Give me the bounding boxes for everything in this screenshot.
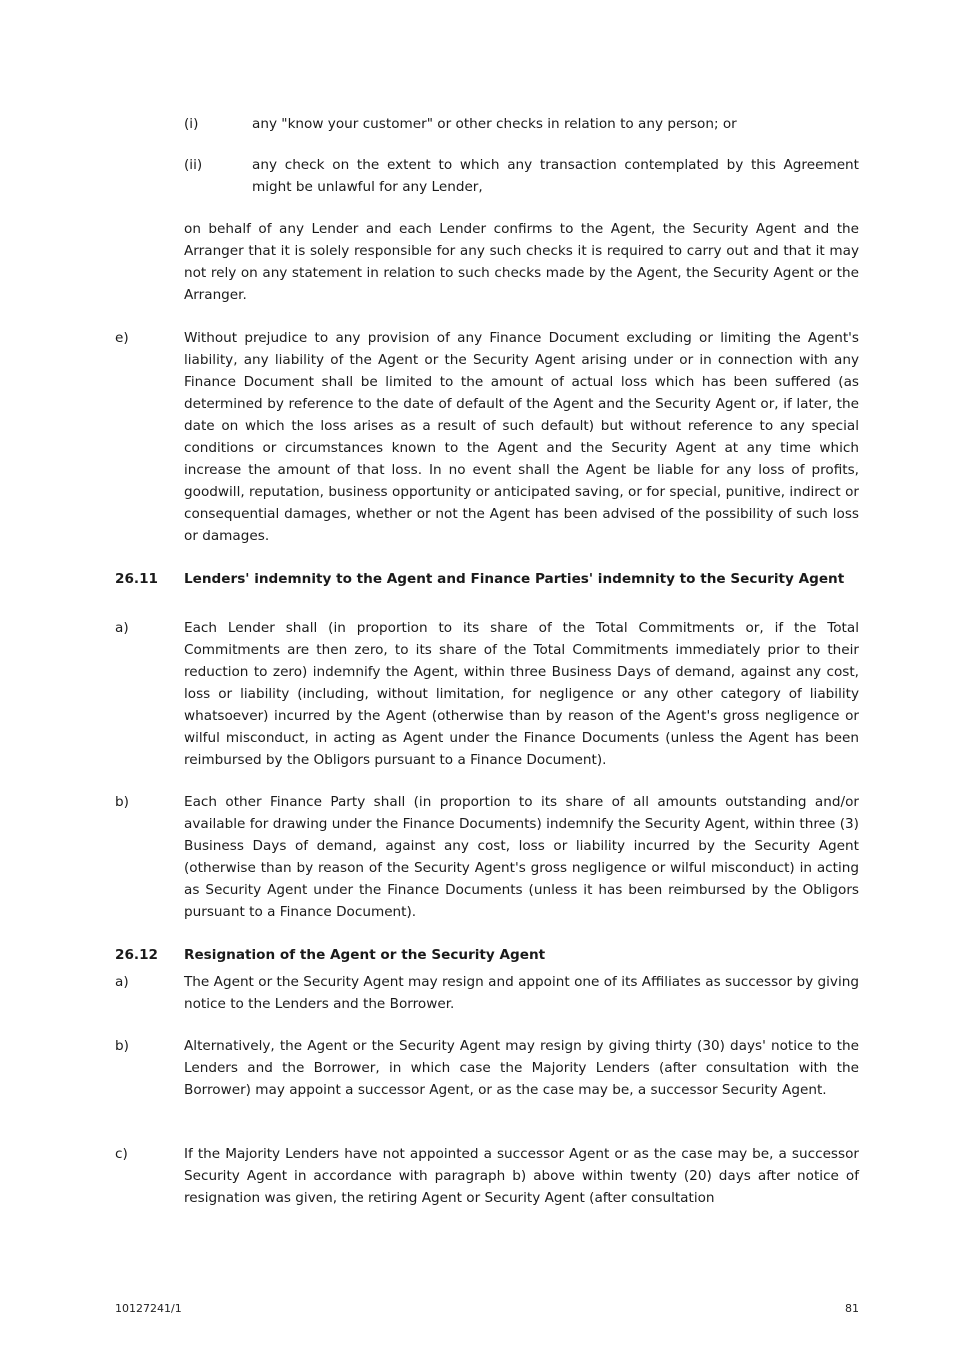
item-text: Each other Finance Party shall (in proportion to its share of all amounts outstanding and/or available for drawing under the Finance Documents) indemnify the Security Agent, within three (3) Business Days of demand, against any cost, loss or liability incurred by the Security Agent (otherwise than by reason of the Security Agent's gross negligence or wilful misconduct) in acting as Security Agent under the Finance Documents (unless it has been reimbursed by the Obligors pursuant to a Finance Document). [184, 794, 859, 920]
clause-a [115, 971, 859, 1015]
item-text: Without prejudice to any provision of any Finance Document excluding or limiting the Agent's liability, any liability of the Agent or the Security Agent arising under or in connection with any Finance Document shall be limited to the amount of actual loss which has been suffered (as determined by reference to the date of default of the Agent and the Security Agent or, if later, the date on which the loss arises as a result of such default) but without reference to any special conditions or circumstances known to the Agent and the Security Agent at any time which increase the amount of that loss. In no event shall the Agent be liable for any loss of profits, goodwill, reputation, business opportunity or anticipated saving, or for special, punitive, indirect or consequential damages, whether or not the Agent has been advised of the possibility of such loss or damages. [184, 330, 859, 544]
item-number: b) [115, 1038, 129, 1054]
item-text: Each Lender shall (in proportion to its share of the Total Commitments or, if the Total Commitments are then zero, to its share of the Total Commitments immediately prior to their reduction to zero) indemnify the Agent, within three Business Days of demand, against any cost, loss or liability (including, without limitation, for negligence or any other category of liability whatsoever) incurred by the Agent (otherwise than by reason of the Agent's gross negligence or wilful misconduct, in acting as Agent under the Finance Documents (unless the Agent has been reimbursed by the Obligors pursuant to a Finance Document). [184, 620, 859, 768]
item-number: c) [115, 1146, 128, 1162]
clause-e [115, 327, 859, 547]
clause-a [115, 617, 859, 771]
section-title: Resignation of the Agent or the Security Agent [184, 947, 546, 963]
list-item-i [184, 113, 859, 135]
item-number: e) [115, 330, 129, 346]
clause-c [115, 1143, 859, 1209]
item-text: any check on the extent to which any transaction contemplated by this Agreement might be unlawful for any Lender, [252, 157, 859, 195]
item-number: a) [115, 974, 129, 990]
item-number: (ii) [184, 157, 203, 173]
item-text: any "know your customer" or other checks in relation to any person; or [252, 116, 737, 132]
item-number: (i) [184, 116, 199, 132]
section-title: Lenders' indemnity to the Agent and Finance Parties' indemnity to the Security Agent [184, 571, 845, 587]
item-text: The Agent or the Security Agent may resign and appoint one of its Affiliates as successor by giving notice to the Lenders and the Borrower. [184, 974, 859, 1012]
paragraph-on-behalf: on behalf of any Lender and each Lender confirms to the Agent, the Security Agent and the Arranger that it is solely responsible for any such checks it is required to carry out and that it may not rely on any statement in relation to such checks made by the Agent, the Security Agent or the Arranger. [184, 221, 859, 303]
section-heading-26-11 [115, 568, 859, 590]
section-number: 26.12 [115, 947, 158, 963]
item-number: a) [115, 620, 129, 636]
page-number: 81 [845, 1302, 859, 1315]
clause-b [115, 1035, 859, 1101]
document-reference: 10127241/1 [115, 1302, 182, 1315]
clause-b [115, 791, 859, 923]
item-text: Alternatively, the Agent or the Security Agent may resign by giving thirty (30) days' notice to the Lenders and the Borrower, in which case the Majority Lenders (after consultation with the Borrower) may appoint a successor Agent, or as the case may be, a successor Security Agent. [184, 1038, 859, 1098]
section-number: 26.11 [115, 571, 158, 587]
section-heading-26-12 [115, 944, 859, 966]
item-text: If the Majority Lenders have not appointed a successor Agent or as the case may be, a successor Security Agent in accordance with paragraph b) above within twenty (20) days after notice of resignation was given, the retiring Agent or Security Agent (after consultation [184, 1146, 859, 1206]
item-number: b) [115, 794, 129, 810]
list-item-ii [184, 154, 859, 198]
